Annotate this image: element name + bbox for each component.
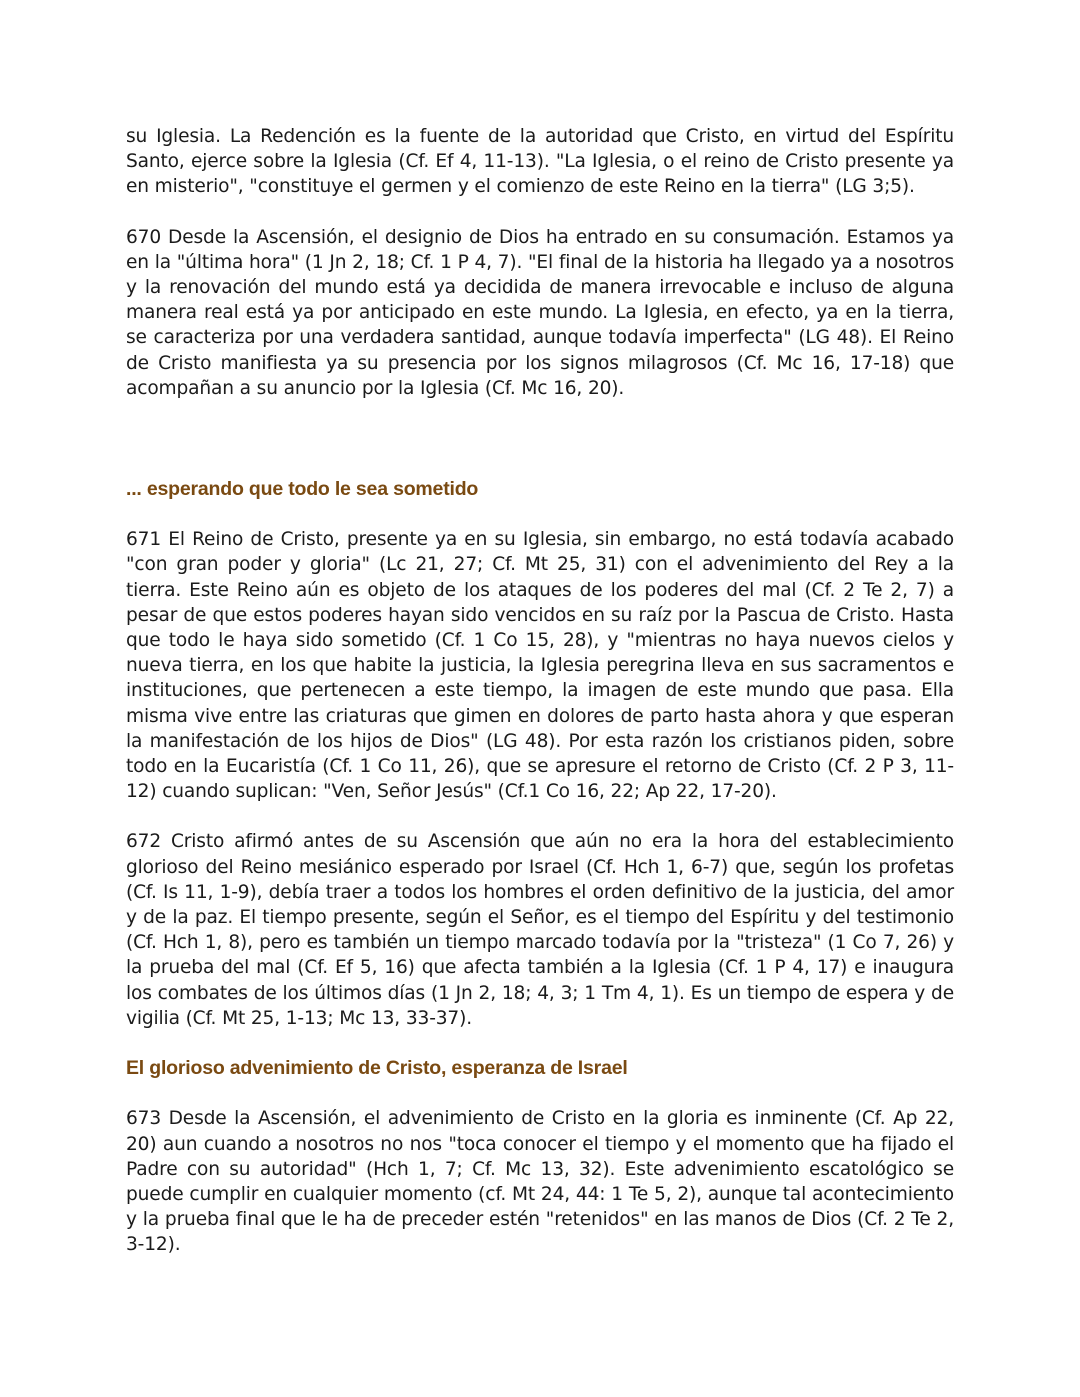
paragraph-671: 671 El Reino de Cristo, presente ya en su Iglesia, sin embargo, no está todavía acabado "con gran poder y gloria" (Lc 21, 27; Cf. Mt 25, 31) con el advenimiento del Rey a la tierra. Este Reino aún es objeto de los ataques de los poderes del mal (Cf. 2 Te 2, 7) a pesar de que estos poderes hayan sido vencidos en su raíz por la Pascua de Cristo. Hasta que todo le haya sido sometido (Cf. 1 Co 15, 28), y "mientras no haya nuevos cielos y nueva tierra, en los que habite la justicia, la Iglesia peregrina lleva en sus sacramentos e instituciones, que pertenecen a este tiempo, la imagen de este mundo que pasa. Ella misma vive entre las criaturas que gimen en dolores de parto hasta ahora y que esperan la manifestación de los hijos de Dios" (LG 48). Por esta razón los cristianos piden, sobre todo en la Eucaristía (Cf. 1 Co 11, 26), que se apresure el retorno de Cristo (Cf. 2 P 3, 11-12) cuando suplican: "Ven, Señor Jesús" (Cf.1 Co 16, 22; Ap 22, 17-20).: [126, 529, 954, 803]
spacer: [126, 1031, 954, 1056]
paragraph-670: 670 Desde la Ascensión, el designio de Dios ha entrado en su consumación. Estamos ya en la "última hora" (1 Jn 2, 18; Cf. 1 P 4, 7). "El final de la historia ha llegado ya a nosotros y la renovación del mundo está ya decidida de manera irrevocable e incluso de alguna manera real está ya por anticipado en este mundo. La Iglesia, en efecto, ya en la tierra, se caracteriza por una verdadera santidad, aunque todavía imperfecta" (LG 48). El Reino de Cristo manifiesta ya su presencia por los signos milagrosos (Cf. Mc 16, 17-18) que acompañan a su anuncio por la Iglesia (Cf. Mc 16, 20).: [126, 226, 954, 399]
spacer: [126, 502, 954, 527]
spacer: [126, 401, 954, 477]
document-page: [126, 124, 954, 1258]
section-heading-glorioso-advenimiento: El glorioso advenimiento de Cristo, esperanza de Israel: [126, 1057, 628, 1080]
section-heading-esperando: ... esperando que todo le sea sometido: [126, 478, 479, 501]
paragraph-673: 673 Desde la Ascensión, el advenimiento de Cristo en la gloria es inminente (Cf. Ap 22, 20) aun cuando a nosotros no nos "toca conocer el tiempo y el momento que ha fijado el Padre con su autoridad" (Hch 1, 7; Cf. Mc 13, 32). Este advenimiento escatológico se puede cumplir en cualquier momento (cf. Mt 24, 44: 1 Te 5, 2), aunque tal acontecimiento y la prueba final que le ha de preceder estén "retenidos" en las manos de Dios (Cf. 2 Te 2, 3-12).: [126, 1108, 954, 1256]
paragraph-672: 672 Cristo afirmó antes de su Ascensión que aún no era la hora del establecimiento glorioso del Reino mesiánico esperado por Israel (Cf. Hch 1, 6-7) que, según los profetas (Cf. Is 11, 1-9), debía traer a todos los hombres el orden definitivo de la justicia, del amor y de la paz. El tiempo presente, según el Señor, es el tiempo del Espíritu y del testimonio (Cf. Hch 1, 8), pero es también un tiempo marcado todavía por la "tristeza" (1 Co 7, 26) y la prueba del mal (Cf. Ef 5, 16) que afecta también a la Iglesia (Cf. 1 P 4, 17) e inaugura los combates de los últimos días (1 Jn 2, 18; 4, 3; 1 Tm 4, 1). Es un tiempo de espera y de vigilia (Cf. Mt 25, 1-13; Mc 13, 33-37).: [126, 831, 954, 1029]
spacer: [126, 804, 954, 829]
spacer: [126, 1081, 954, 1106]
spacer: [126, 200, 954, 225]
paragraph-redencion: su Iglesia. La Redención es la fuente de la autoridad que Cristo, en virtud del Espíritu Santo, ejerce sobre la Iglesia (Cf. Ef 4, 11-13). "La Iglesia, o el reino de Cristo presente ya en misterio", "constituye el germen y el comienzo de este Reino en la tierra" (LG 3;5).: [126, 126, 954, 198]
